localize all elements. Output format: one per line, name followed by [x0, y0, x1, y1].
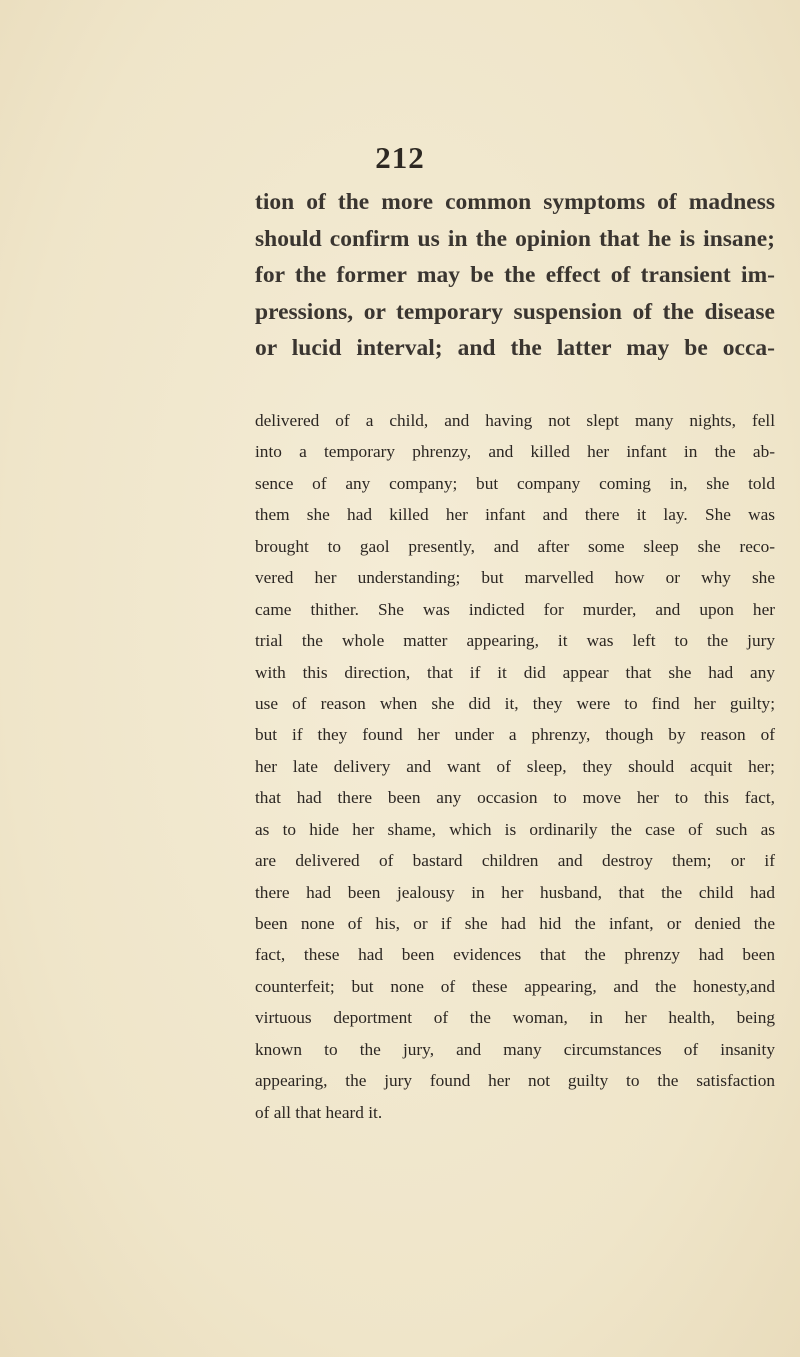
footnote-line: of all that heard it. — [255, 1102, 383, 1122]
footnote-line: trial the whole matter appearing, it was left to the jury — [255, 631, 775, 651]
footnote-line: been none of his, or if she had hid the infant, or denied the — [255, 914, 775, 933]
footnote-line: her late delivery and want of sleep, they should acquit her; — [255, 756, 775, 776]
main-text-line: pressions, or temporary suspension of the disease — [255, 298, 775, 325]
footnote-line: but if they found her under a phrenzy, though by reason of — [255, 725, 775, 745]
footnote-line: vered her understanding; but marvelled how or why she — [255, 568, 775, 588]
footnote-line: delivered of a child, and having not slept many nights, fell — [255, 411, 775, 430]
footnote-line: virtuous deportment of the woman, in her health, being — [255, 1008, 775, 1028]
footnote-line: with this direction, that if it did appear that she had any — [255, 662, 775, 682]
footnote-line: sence of any company; but company coming in, she told — [255, 473, 775, 493]
footnote-line: appearing, the jury found her not guilty to the satisfaction — [255, 1071, 775, 1091]
footnote-line: came thither. She was indicted for murder, and upon her — [255, 599, 775, 619]
footnote-line: brought to gaol presently, and after some sleep she reco- — [255, 536, 775, 556]
footnote-line: into a temporary phrenzy, and killed her infant in the ab- — [255, 442, 775, 462]
main-text-block — [255, 184, 775, 367]
footnote-line: them she had killed her infant and there it lay. She was — [255, 505, 775, 525]
footnote-line: fact, these had been evidences that the phrenzy had been — [255, 945, 775, 965]
footnote-line: there had been jealousy in her husband, that the child had — [255, 882, 775, 902]
footnote-line: as to hide her shame, which is ordinarily the case of such as — [255, 819, 775, 839]
page-number: 212 — [375, 140, 425, 175]
footnote-line: known to the jury, and many circumstances of insanity — [255, 1039, 775, 1059]
main-text-line: for the former may be the effect of transient im- — [255, 262, 775, 288]
footnote-block — [255, 405, 775, 1128]
main-text-line: should confirm us in the opinion that he is insane; — [255, 225, 775, 252]
main-text-line: or lucid interval; and the latter may be occa- — [255, 335, 775, 361]
footnote-line: use of reason when she did it, they were to find her guilty; — [255, 693, 775, 713]
footnote-line: that had there been any occasion to move her to this fact, — [255, 788, 775, 808]
main-text-line: tion of the more common symptoms of madness — [255, 189, 775, 215]
footnote-line: counterfeit; but none of these appearing, and the honesty,and — [255, 976, 775, 996]
footnote-line: are delivered of bastard children and destroy them; or if — [255, 851, 775, 871]
